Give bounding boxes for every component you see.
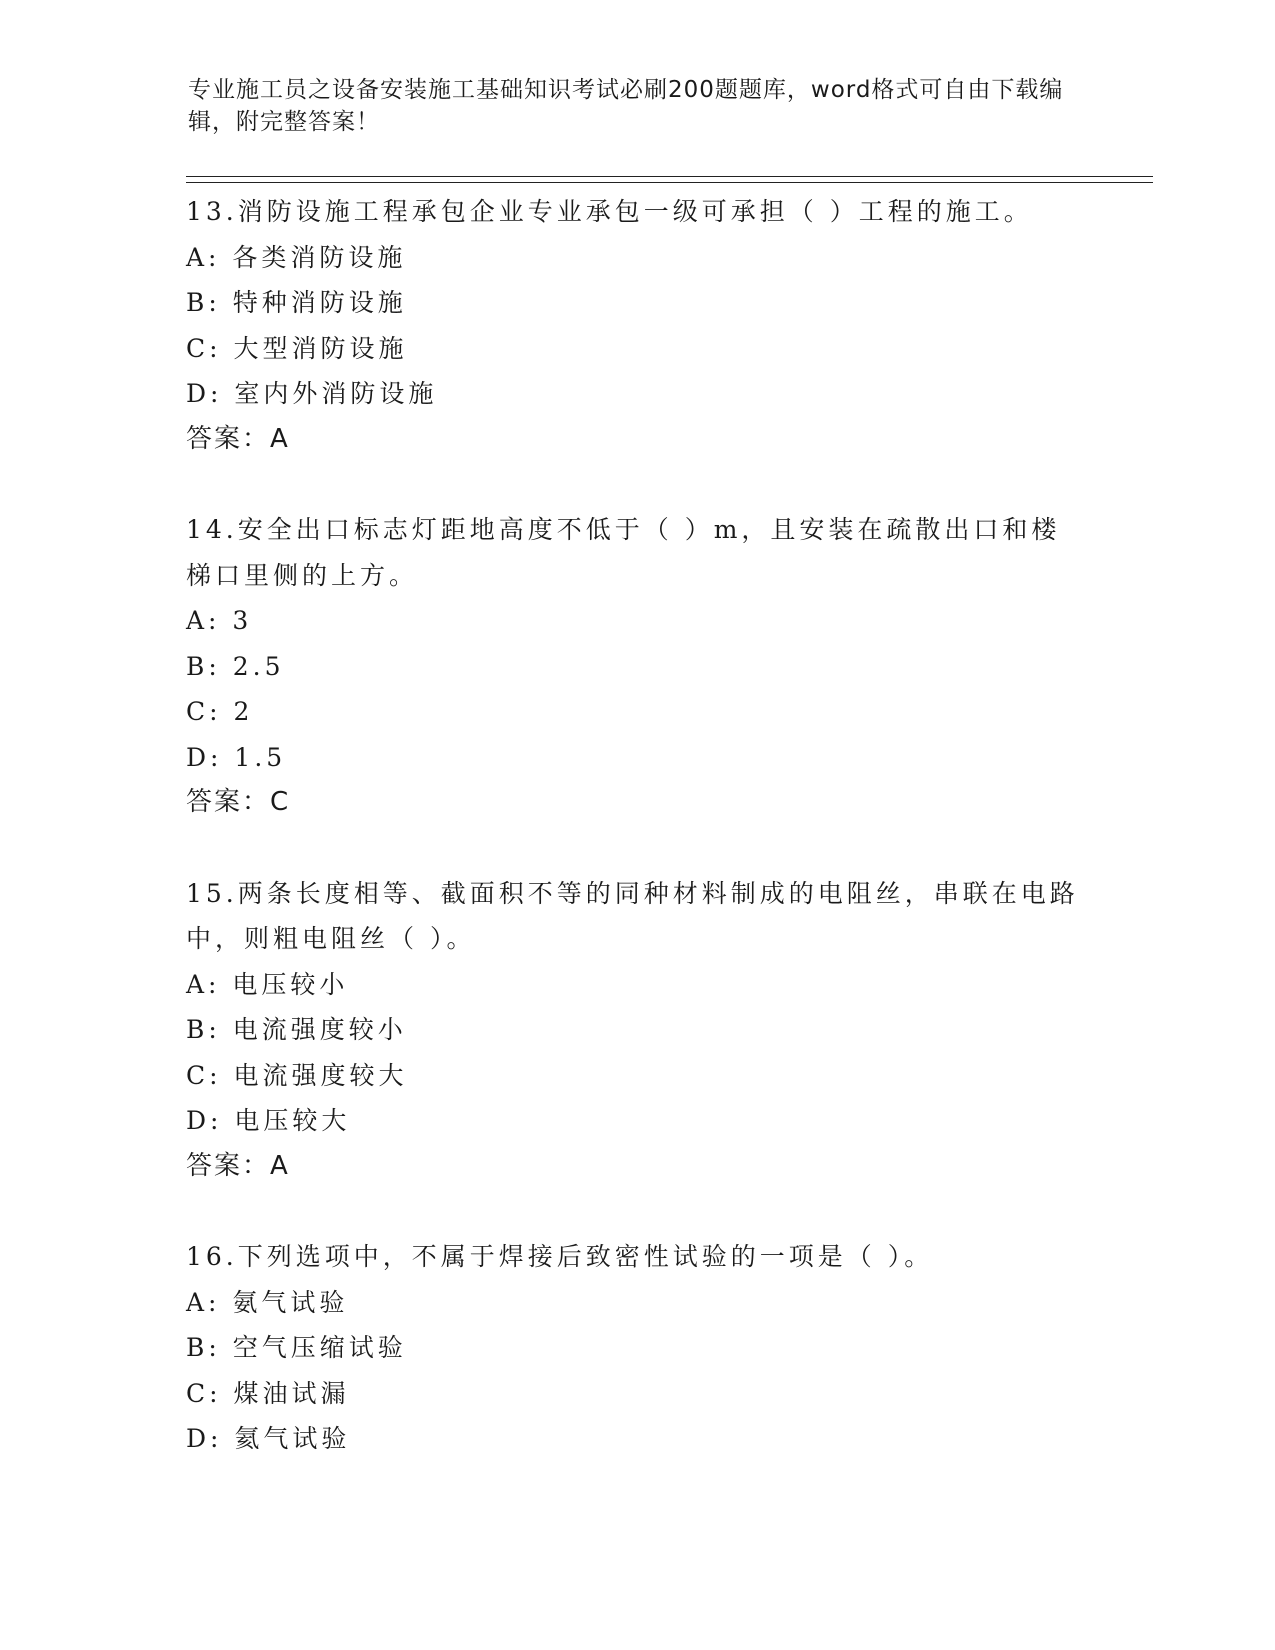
option-b: B: 特种消防设施	[186, 288, 407, 317]
option-a: A: 电压较小	[186, 969, 349, 999]
option-c: C: 煤油试漏	[186, 1378, 350, 1408]
question-stem: 15.两条长度相等、截面积不等的同种材料制成的电阻丝，串联在电路中，则粗电阻丝（ ）。	[186, 878, 1079, 953]
option-c: C: 大型消防设施	[186, 333, 408, 363]
question-list	[186, 189, 1086, 1507]
option-d: D: 室内外消防设施	[186, 379, 438, 408]
option-b: B: 电流强度较小	[186, 1015, 407, 1044]
question-stem: 13.消防设施工程承包企业专业承包一级可承担（ ）工程的施工。	[186, 197, 1033, 226]
option-d: D: 氦气试验	[186, 1424, 351, 1453]
question-16	[186, 1234, 1086, 1462]
option-c: C: 电流强度较大	[186, 1060, 408, 1090]
question-13	[186, 189, 1086, 462]
option-d: D: 1.5	[186, 742, 287, 772]
answer: 答案：C	[186, 787, 291, 817]
question-stem: 16.下列选项中，不属于焊接后致密性试验的一项是（ ）。	[186, 1242, 934, 1271]
option-b: B: 2.5	[186, 651, 285, 681]
option-c: C: 2	[186, 697, 254, 726]
question-stem: 14.安全出口标志灯距地高度不低于（ ）m，且安装在疏散出口和楼梯口里侧的上方。	[186, 515, 1061, 590]
header-divider-bottom	[186, 182, 1153, 183]
option-a: A: 氨气试验	[186, 1287, 349, 1317]
option-a: A: 3	[186, 606, 253, 635]
answer: 答案：A	[186, 423, 290, 454]
header-divider-top	[186, 176, 1153, 177]
document-header: 专业施工员之设备安装施工基础知识考试必刷200题题库，word格式可自由下载编辑，附完整答案！	[188, 77, 1064, 135]
question-14	[186, 507, 1086, 826]
option-a: A: 各类消防设施	[186, 242, 407, 272]
option-b: B: 空气压缩试验	[186, 1333, 407, 1362]
option-d: D: 电压较大	[186, 1106, 351, 1135]
answer: 答案：A	[186, 1150, 290, 1181]
question-15	[186, 871, 1086, 1190]
